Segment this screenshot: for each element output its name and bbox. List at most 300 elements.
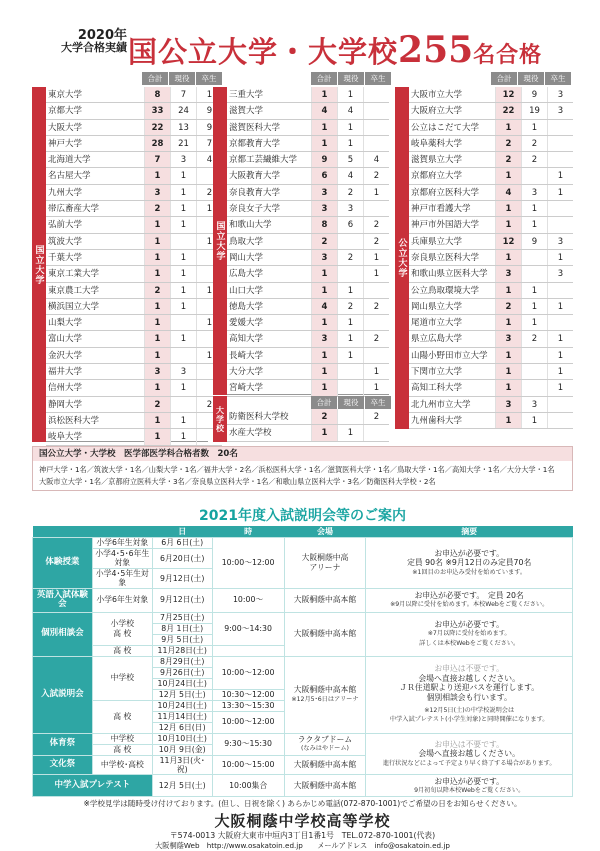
univ-row	[46, 201, 222, 217]
count-total: 1	[144, 429, 170, 444]
univ-row	[409, 168, 573, 184]
univ-name: 奈良女子大学	[229, 204, 281, 215]
count-current	[337, 380, 363, 395]
univ-row	[46, 315, 222, 331]
count-current: 1	[337, 331, 363, 346]
univ-name: 県立広島大学	[411, 334, 463, 345]
date: 9月12日(土)	[152, 568, 212, 588]
count-grad	[547, 120, 573, 135]
count-current: 21	[170, 136, 196, 151]
count-grad	[547, 315, 573, 330]
count-grad: 1	[547, 299, 573, 314]
univ-name: 下関市立大学	[411, 367, 463, 378]
count-total: 1	[144, 331, 170, 346]
univ-name: 岐阜大学	[48, 432, 83, 443]
count-grad: 1	[547, 348, 573, 363]
title-number: 255	[398, 29, 474, 71]
date: 7月25日(土)	[152, 612, 212, 623]
count-grad	[363, 103, 389, 118]
univ-row	[46, 397, 222, 413]
univ-name: 名古屋大学	[48, 171, 91, 182]
count-grad: 1	[196, 315, 222, 330]
univ-name: 弘前大学	[48, 220, 83, 231]
venue-line: (なみはやドーム)	[300, 745, 349, 753]
header-current: 現役	[338, 396, 364, 409]
school-name: 大阪桐蔭中学校高等学校	[214, 812, 391, 830]
count-grad: 1	[196, 283, 222, 298]
count-total: 1	[495, 120, 521, 135]
count-current	[521, 266, 547, 281]
time: 10:00～12:00	[212, 538, 284, 589]
count-total: 33	[144, 103, 170, 118]
date: 12月 5日(土)	[152, 775, 212, 797]
medical-line: 神戸大学・1名／筑波大学・1名／山梨大学・1名／福井大学・2名／浜松医科大学・1名／滋賀医科大学・1名／鳥取大学・1名／高知大学・1名／大分大学・1名	[39, 465, 555, 474]
univ-row	[227, 364, 389, 380]
count-grad	[363, 136, 389, 151]
cat-pretest: 中学入試プレテスト	[33, 775, 153, 797]
count-current: 1	[170, 250, 196, 265]
count-total: 3	[311, 201, 337, 216]
univ-row	[409, 331, 573, 347]
count-total: 1	[311, 136, 337, 151]
count-total: 1	[311, 120, 337, 135]
time: 10:00～12:00	[212, 656, 284, 689]
count-total: 1	[144, 413, 170, 428]
count-current: 1	[170, 299, 196, 314]
univ-row	[227, 234, 389, 250]
note-line: ※12月5日(土)の中学校説明会は	[424, 707, 515, 715]
univ-row	[46, 217, 222, 233]
count-current: 1	[337, 315, 363, 330]
univ-name: 和歌山大学	[229, 220, 272, 231]
count-total: 1	[144, 380, 170, 395]
count-current: 24	[170, 103, 196, 118]
univ-row	[227, 217, 389, 233]
count-current: 1	[170, 429, 196, 444]
count-grad: 1	[547, 250, 573, 265]
count-total: 2	[311, 409, 337, 424]
count-total: 1	[144, 348, 170, 363]
date: 8月29日(土)	[152, 656, 212, 667]
univ-row	[227, 103, 389, 119]
date: 11月28日(土)	[152, 645, 212, 656]
count-current: 3	[521, 397, 547, 412]
count-current	[170, 397, 196, 412]
count-current: 2	[521, 331, 547, 346]
date: 9月 5日(土)	[152, 634, 212, 645]
univ-row	[46, 364, 222, 380]
note	[366, 588, 573, 612]
count-total: 1	[311, 266, 337, 281]
univ-row	[227, 425, 389, 441]
count-current: 1	[170, 217, 196, 232]
univ-row	[409, 217, 573, 233]
univ-row	[227, 409, 389, 425]
note	[366, 733, 573, 775]
time: 10:30～12:00	[212, 689, 284, 700]
date: 6月 6日(土)	[152, 538, 212, 549]
univ-name: 大分大学	[229, 367, 264, 378]
page-title	[128, 30, 542, 70]
header-grad: 卒生	[365, 72, 391, 85]
header-total: 合計	[311, 396, 337, 409]
venue	[284, 733, 366, 755]
count-total: 4	[311, 299, 337, 314]
count-current: 1	[337, 348, 363, 363]
count-current	[521, 250, 547, 265]
note-line: 定員 20名	[488, 590, 524, 600]
univ-name: 公立鳥取環境大学	[411, 285, 480, 296]
univ-row	[409, 234, 573, 250]
count-total: 1	[495, 380, 521, 395]
count-current: 1	[521, 217, 547, 232]
count-total: 1	[495, 364, 521, 379]
univ-row	[46, 168, 222, 184]
count-total: 22	[495, 103, 521, 118]
public-univ-table	[395, 72, 573, 429]
target: 小学4･5年生対象	[92, 568, 152, 588]
header-grad: 卒生	[365, 396, 391, 409]
count-current: 2	[337, 250, 363, 265]
univ-name: 東京工業大学	[48, 269, 100, 280]
note	[366, 538, 573, 589]
count-grad	[547, 283, 573, 298]
univ-row	[227, 185, 389, 201]
count-total: 1	[144, 234, 170, 249]
note-line: 定員 90名 ※9月12日のみ定員70名	[407, 558, 532, 568]
col-note: 摘要	[366, 526, 573, 538]
univ-name: 長崎大学	[229, 350, 264, 361]
count-current: 1	[170, 283, 196, 298]
count-current	[337, 364, 363, 379]
univ-name: 公立はこだて大学	[411, 122, 480, 133]
count-current	[337, 234, 363, 249]
count-grad	[547, 201, 573, 216]
count-total: 3	[144, 185, 170, 200]
univ-row	[46, 234, 222, 250]
count-grad: 1	[196, 201, 222, 216]
count-total: 1	[311, 283, 337, 298]
header-total: 合計	[311, 72, 337, 85]
univ-name: 山陽小野田市立大学	[411, 350, 488, 361]
header-total: 合計	[491, 72, 517, 85]
count-current: 5	[337, 152, 363, 167]
date: 6月20日(土)	[152, 549, 212, 569]
univ-name: 筑波大学	[48, 236, 83, 247]
count-total: 1	[144, 299, 170, 314]
univ-name: 岡山大学	[229, 252, 264, 263]
count-current: 1	[170, 331, 196, 346]
venue-line: アリーナ	[309, 562, 341, 572]
univ-row	[46, 87, 222, 103]
univ-name: 防衛医科大学校	[229, 412, 289, 422]
count-current: 1	[337, 425, 363, 440]
count-current: 1	[521, 283, 547, 298]
note-line: ＪＲ住道駅より送迎バスを運行します。	[399, 683, 540, 693]
venue	[284, 656, 366, 733]
note-line: 進行状況などによって予定より早く終了する場合があります。	[382, 759, 556, 767]
univ-row	[227, 266, 389, 282]
count-grad: 2	[363, 168, 389, 183]
medical-title: 国公立大学・大学校 医学部医学科合格者数 20名	[33, 447, 572, 461]
count-total: 12	[495, 234, 521, 249]
count-total: 1	[311, 315, 337, 330]
col-venue: 会場	[284, 526, 366, 538]
note-line: 9月初旬以降本校Webをご覧ください。	[414, 786, 525, 794]
count-current	[521, 348, 547, 363]
count-total: 3	[311, 331, 337, 346]
category-label: 公立大学	[395, 87, 409, 429]
count-total: 1	[144, 266, 170, 281]
school-web	[32, 841, 573, 851]
count-current: 1	[170, 380, 196, 395]
univ-name: 神戸大学	[48, 138, 83, 149]
count-total: 3	[311, 185, 337, 200]
count-total: 8	[311, 217, 337, 232]
title-block	[32, 30, 127, 54]
count-current	[170, 315, 196, 330]
univ-row	[227, 120, 389, 136]
univ-row	[227, 250, 389, 266]
univ-name: 大阪教育大学	[229, 171, 281, 182]
note-line: 個別相談会も行います。	[426, 692, 512, 702]
count-grad	[363, 425, 389, 440]
univ-name: 尾道市立大学	[411, 318, 463, 329]
note-line: 中学入試プレテスト(小学生対象)と同時開催になります。	[389, 716, 549, 724]
count-total: 4	[311, 103, 337, 118]
univ-row	[409, 201, 573, 217]
count-total: 22	[144, 120, 170, 135]
time	[212, 645, 284, 656]
note-line: お申込が必要です。	[434, 776, 504, 786]
venue-line: ※12月5･6日はアリーナ	[291, 695, 359, 703]
count-current: 6	[337, 217, 363, 232]
univ-name: 大阪府立大学	[411, 106, 463, 117]
count-grad: 3	[547, 234, 573, 249]
cat-taiiku: 体育祭	[33, 733, 93, 755]
header-current: 現役	[518, 72, 544, 85]
count-total: 8	[144, 87, 170, 102]
visit-note: ※学校見学は随時受け付けております。(但し、日祝を除く) あらかじめ電話(072-870-1001)でご希望の日をお知らせください。	[83, 799, 522, 808]
univ-row	[46, 266, 222, 282]
count-grad: 4	[363, 152, 389, 167]
univ-row	[409, 413, 573, 429]
count-grad: 2	[363, 299, 389, 314]
count-total: 1	[495, 283, 521, 298]
count-grad: 1	[363, 250, 389, 265]
count-total: 3	[144, 364, 170, 379]
count-grad: 1	[363, 266, 389, 281]
count-grad: 2	[363, 331, 389, 346]
count-grad	[363, 348, 389, 363]
univ-row	[227, 348, 389, 364]
univ-row	[46, 185, 222, 201]
count-current: 1	[521, 120, 547, 135]
note-line: お申込は不要です。	[434, 664, 504, 674]
univ-name: 滋賀医科大学	[229, 122, 281, 133]
count-grad: 1	[547, 185, 573, 200]
count-current: 1	[337, 283, 363, 298]
count-current	[337, 266, 363, 281]
schedule-table	[32, 526, 573, 797]
count-current: 1	[170, 185, 196, 200]
univ-name: 福井大学	[48, 367, 83, 378]
count-current: 2	[521, 136, 547, 151]
note-line: ※7月以降に受付を始めます。	[427, 630, 511, 638]
univ-row	[409, 152, 573, 168]
venue: 大阪桐蔭中高本館	[284, 755, 366, 775]
count-current: 3	[337, 201, 363, 216]
national-univ-table-1	[32, 72, 217, 443]
count-grad: 4	[196, 152, 222, 167]
univ-name: 信州大学	[48, 383, 83, 394]
school-address: 〒574-0013 大阪府大東市中垣内3丁目1番1号 TEL.072-870-1001(代表)	[169, 831, 436, 840]
univ-name: 神戸市外国語大学	[411, 220, 480, 231]
venue-line: ラクタブドーム	[297, 734, 353, 744]
univ-name: 奈良県立医科大学	[411, 252, 480, 263]
date: 11月14日(土)	[152, 711, 212, 722]
univ-row	[46, 136, 222, 152]
univ-row	[227, 299, 389, 315]
venue-line: 大阪桐蔭中高本館	[293, 685, 357, 695]
univ-name: 奈良教育大学	[229, 187, 281, 198]
count-grad	[547, 152, 573, 167]
title-suffix: 名合格	[473, 43, 543, 68]
univ-name: 九州歯科大学	[411, 415, 463, 426]
univ-name: 大阪市立大学	[411, 90, 463, 100]
univ-row	[227, 283, 389, 299]
univ-row	[409, 120, 573, 136]
count-current: 9	[521, 234, 547, 249]
date: 12月 5日(土)	[152, 689, 212, 700]
univ-name: 兵庫県立大学	[411, 236, 463, 247]
univ-row	[46, 331, 222, 347]
count-grad: 2	[196, 185, 222, 200]
note-line: 会場へ直接お越しください。	[418, 749, 520, 759]
count-total: 1	[311, 87, 337, 102]
univ-name: 鳥取大学	[229, 236, 264, 247]
count-total: 1	[144, 168, 170, 183]
count-current: 3	[521, 185, 547, 200]
count-total: 7	[144, 152, 170, 167]
count-grad	[363, 120, 389, 135]
univ-name: 富山大学	[48, 334, 83, 345]
count-current: 1	[170, 413, 196, 428]
count-current: 1	[337, 136, 363, 151]
univ-row	[409, 380, 573, 396]
count-total: 6	[311, 168, 337, 183]
school-web-link[interactable]: 大阪桐蔭Web http://www.osakatoin.ed.jp メールアドレス info@osakatoin.ed.jp	[155, 841, 450, 850]
count-total: 1	[144, 217, 170, 232]
note	[366, 656, 573, 733]
count-grad: 3	[547, 266, 573, 281]
univ-name: 静岡大学	[48, 399, 83, 410]
count-grad: 7	[196, 136, 222, 151]
count-grad: 3	[547, 103, 573, 118]
count-total: 1	[495, 413, 521, 428]
univ-row	[409, 185, 573, 201]
univ-name: 北海道大学	[48, 155, 91, 166]
count-current: 4	[337, 168, 363, 183]
college-table	[213, 396, 389, 442]
cat-taiken: 体験授業	[33, 538, 93, 589]
time: 10:00～	[212, 588, 284, 612]
count-total: 2	[311, 234, 337, 249]
count-grad	[363, 87, 389, 102]
count-grad: 9	[196, 120, 222, 135]
note-line: お申込が必要です。	[434, 548, 504, 558]
univ-row	[46, 283, 222, 299]
target: 小学6年生対象	[92, 588, 152, 612]
count-total: 1	[495, 217, 521, 232]
date: 8月 1日(土)	[152, 623, 212, 634]
count-grad: 1	[547, 364, 573, 379]
count-grad: 1	[547, 331, 573, 346]
count-total: 2	[495, 152, 521, 167]
univ-name: 三重大学	[229, 90, 264, 100]
univ-row	[227, 168, 389, 184]
univ-name: 浜松医科大学	[48, 415, 100, 426]
count-current: 3	[170, 364, 196, 379]
univ-row	[46, 299, 222, 315]
univ-name: 北九州市立大学	[411, 399, 471, 410]
count-current: 1	[337, 120, 363, 135]
univ-row	[227, 87, 389, 103]
count-current: 19	[521, 103, 547, 118]
header-grad: 卒生	[545, 72, 571, 85]
count-grad: 1	[547, 380, 573, 395]
count-grad	[363, 283, 389, 298]
univ-name: 岡山県立大学	[411, 301, 463, 312]
target: 高 校	[92, 645, 152, 656]
count-grad: 3	[547, 87, 573, 102]
cat-setsumei: 入試説明会	[33, 656, 93, 733]
univ-row	[409, 315, 573, 331]
venue: 大阪桐蔭中高本館	[284, 612, 366, 656]
univ-row	[409, 103, 573, 119]
univ-name: 山梨大学	[48, 318, 83, 329]
count-total: 1	[144, 315, 170, 330]
count-current: 9	[521, 87, 547, 102]
time: 9:00～14:30	[212, 612, 284, 645]
note-line: 会場へ直接お越しください。	[418, 673, 520, 683]
count-total: 28	[144, 136, 170, 151]
count-grad	[363, 315, 389, 330]
target: 小学4･5･6年生対象	[92, 549, 152, 569]
univ-name: 京都工芸繊維大学	[229, 155, 298, 166]
count-total: 1	[311, 425, 337, 440]
target: 高 校	[92, 744, 152, 755]
header-current: 現役	[169, 72, 195, 85]
col-time: 時	[212, 526, 284, 538]
univ-row	[409, 283, 573, 299]
schedule-heading: 2021年度入試説明会等のご案内	[199, 508, 406, 524]
univ-row	[46, 120, 222, 136]
count-current	[170, 348, 196, 363]
count-current: 4	[337, 103, 363, 118]
univ-name: 千葉大学	[48, 252, 83, 263]
univ-row	[227, 136, 389, 152]
target: 高 校	[92, 700, 152, 733]
count-total: 2	[495, 299, 521, 314]
note-line: お申込が必要です。	[434, 620, 504, 630]
univ-row	[46, 152, 222, 168]
target-line: 高 校	[113, 628, 132, 638]
count-total: 4	[495, 185, 521, 200]
count-total: 1	[495, 168, 521, 183]
count-current: 1	[521, 413, 547, 428]
univ-row	[409, 136, 573, 152]
